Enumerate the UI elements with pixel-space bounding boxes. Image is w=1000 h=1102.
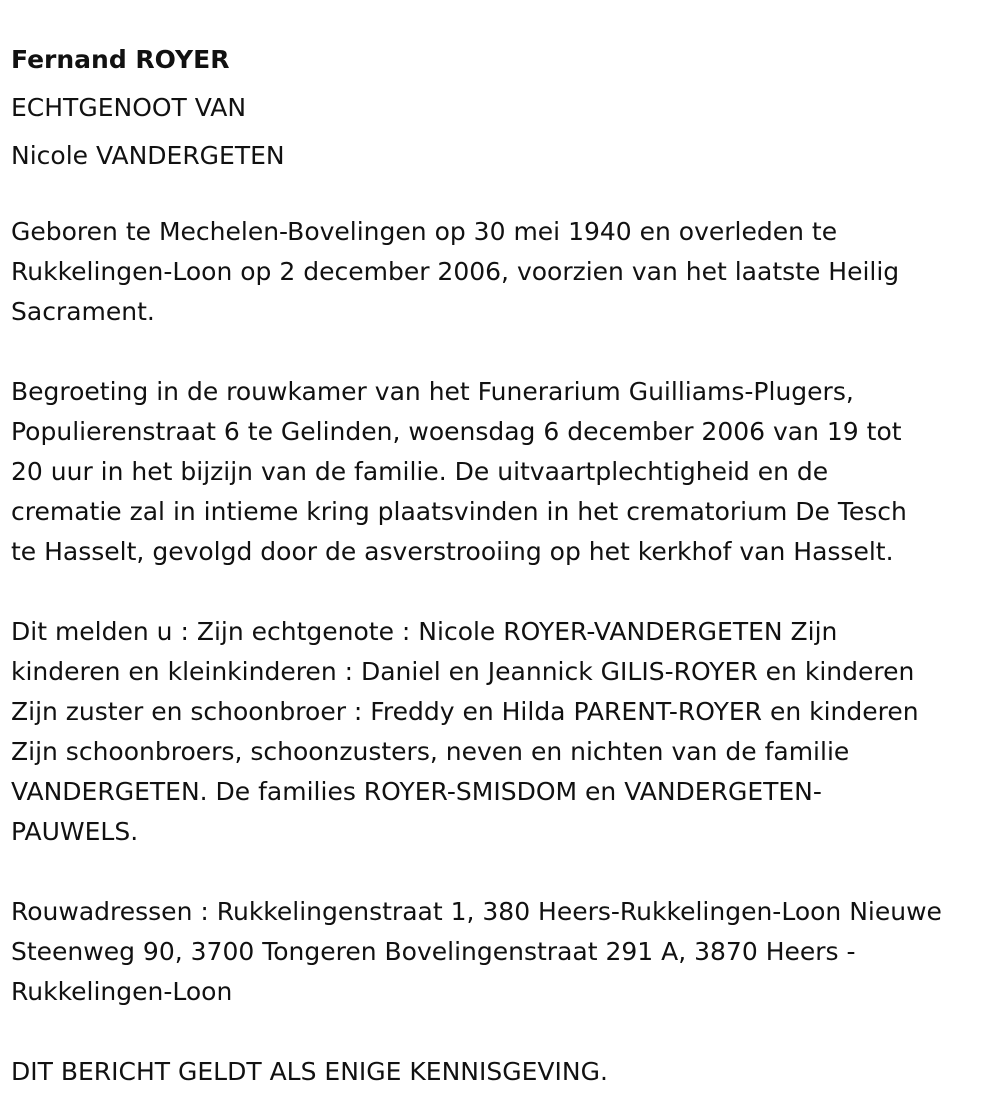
spouse-name: Nicole VANDERGETEN [11,141,285,170]
addresses-paragraph: Rouwadressen : Rukkelingenstraat 1, 380 Heers-Rukkelingen-Loon Nieuwe Steenweg 90, 3700 Tongeren Bovelingenstraat 291 A, 3870 Heers - Rukkelingen-Loon [11,897,942,1006]
deceased-name: Fernand ROYER [11,45,230,74]
spacer [11,572,986,612]
spacer [11,180,986,212]
greeting-paragraph: Begroeting in de rouwkamer van het Funerarium Guilliams-Plugers, Populierenstraat 6 te Gelinden, woensdag 6 december 2006 van 19 tot 20 uur in het bijzijn van de familie. De uitvaartplechtigheid en de crematie zal in intieme kring plaatsvinden in het crematorium De Tesch te Hasselt, gevolgd door de asverstrooiing op het kerkhof van Hasselt. [11,377,907,566]
relation-label: ECHTGENOOT VAN [11,93,247,122]
spacer [11,1012,986,1052]
spacer [11,852,986,892]
family-paragraph: Dit melden u : Zijn echtgenote : Nicole ROYER-VANDERGETEN Zijn kinderen en kleinkinderen : Daniel en Jeannick GILIS-ROYER en kinderen Zijn zuster en schoonbroer : Freddy en Hilda PARENT-ROYER en kinderen Zijn schoonbroers, schoonzusters, neven en nichten van de familie VANDERGETEN. De families ROYER-SMISDOM en VANDERGETEN- PAUWELS. [11,617,919,846]
spacer [11,332,986,372]
notice-paragraph: DIT BERICHT GELDT ALS ENIGE KENNISGEVING. [11,1057,608,1086]
birth-death-paragraph: Geboren te Mechelen-Bovelingen op 30 mei 1940 en overleden te Rukkelingen-Loon op 2 december 2006, voorzien van het laatste Heilig Sacrament. [11,217,900,326]
